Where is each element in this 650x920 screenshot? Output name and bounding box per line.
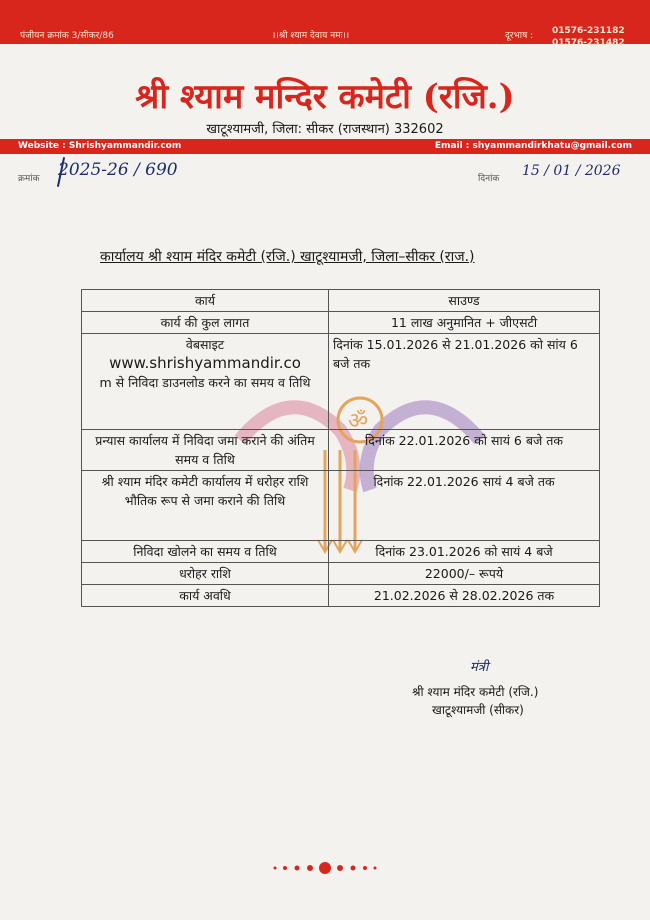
table-header-row (82, 290, 600, 312)
signature-place: खाटूश्यामजी (सीकर) (432, 703, 524, 717)
svg-text:ॐ: ॐ (348, 409, 369, 434)
row-label: कार्य की कुल लागत (82, 312, 329, 334)
signature-mark: मंत्री (470, 660, 489, 675)
table-row (82, 471, 600, 541)
registration-number: पंजीयन क्रमांक 3/सीकर/86 (20, 31, 114, 41)
row-value: दिनांक 15.01.2026 से 21.01.2026 को सांय 6 बजे तक (329, 334, 600, 430)
letterhead-address: खाटूश्यामजी, जिला: सीकर (राजस्थान) 332602 (206, 122, 444, 137)
phone-2: 01576-231482 (552, 38, 625, 48)
phone-numbers (552, 25, 625, 49)
row-label: श्री श्याम मंदिर कमेटी कार्यालय में धरोहर राशि भौतिक रूप से जमा कराने की तिथि (82, 471, 329, 541)
website-url-continued: m से निविदा डाउनलोड करने का समय व तिथि (99, 375, 311, 390)
table-row (82, 430, 600, 471)
table-row (82, 541, 600, 563)
row-label: निविदा खोलने का समय व तिथि (82, 541, 329, 563)
signature-name: श्री श्याम मंदिर कमेटी (रजि.) (412, 685, 539, 699)
row-label: प्रन्यास कार्यालय में निविदा जमा कराने की अंतिम समय व तिथि (82, 430, 329, 471)
contact-bar (0, 139, 650, 154)
table-row (82, 585, 600, 607)
office-title: कार्यालय श्री श्याम मंदिर कमेटी (रजि.) खाटूश्यामजी, जिला–सीकर (राज.) (100, 249, 475, 265)
table-row (82, 312, 600, 334)
phone-1: 01576-231182 (552, 26, 625, 36)
top-banner (0, 0, 650, 48)
reference-number-value: 2025-26 / 690 (58, 160, 178, 180)
row-value: 22000/– रूपये (329, 563, 600, 585)
website-link[interactable]: Website : Shrishyammandir.com (18, 141, 182, 151)
table-row (82, 334, 600, 430)
table-head-value: साउण्ड (329, 290, 600, 312)
email-link[interactable]: Email : shyammandirkhatu@gmail.com (434, 141, 632, 151)
date-value: 15 / 01 / 2026 (522, 163, 621, 179)
footer-dots-ornament (270, 860, 380, 876)
row-label-website (82, 334, 329, 430)
table-head-work: कार्य (82, 290, 329, 312)
date-label: दिनांक (478, 174, 500, 184)
tender-table (81, 289, 600, 607)
row-value: दिनांक 23.01.2026 को सायं 4 बजे (329, 541, 600, 563)
letterhead-title: श्री श्याम मन्दिर कमेटी (रजि.) (135, 77, 515, 117)
phone-label: दूरभाष : (505, 31, 534, 41)
row-label: वेबसाइट (185, 337, 225, 352)
row-label: धरोहर राशि (82, 563, 329, 585)
row-label: कार्य अवधि (82, 585, 329, 607)
row-value: 21.02.2026 से 28.02.2026 तक (329, 585, 600, 607)
row-value: दिनांक 22.01.2026 सायं 4 बजे तक (329, 471, 600, 541)
table-row (82, 563, 600, 585)
reference-number-label: क्रमांक (18, 174, 40, 184)
website-url[interactable]: www.shrishyammandir.co (109, 354, 301, 372)
row-value: दिनांक 22.01.2026 को सायं 6 बजे तक (329, 430, 600, 471)
motto: ।।श्री श्याम देवाय नमः।। (272, 31, 350, 41)
row-value: 11 लाख अनुमानित + जीएसटी (329, 312, 600, 334)
